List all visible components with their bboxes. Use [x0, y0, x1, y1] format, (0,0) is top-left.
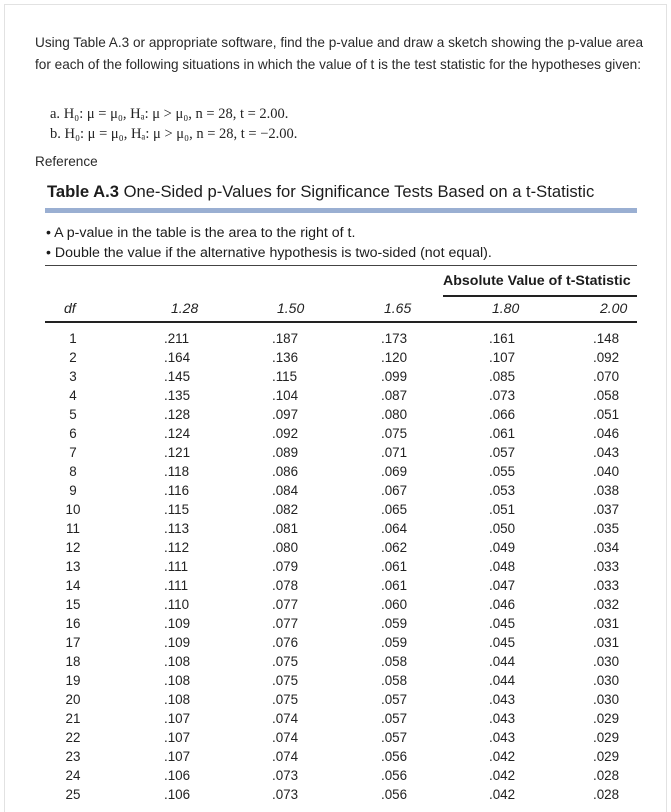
- p-value-cell: .037: [593, 502, 620, 517]
- df-cell: 20: [65, 692, 81, 707]
- df-cell: 7: [69, 445, 77, 460]
- p-value-cell: .080: [381, 407, 408, 422]
- p-value-cell: .107: [164, 730, 191, 745]
- p-value-cell: .092: [593, 350, 620, 365]
- table-row: [45, 577, 637, 596]
- p-value-cell: .033: [593, 559, 620, 574]
- p-value-cell: .211: [164, 331, 190, 346]
- column-header: 1.80: [492, 300, 520, 316]
- p-value-cell: .065: [381, 502, 408, 517]
- p-value-cell: .110: [164, 597, 190, 612]
- p-value-cell: .104: [272, 388, 299, 403]
- p-value-cell: .120: [381, 350, 408, 365]
- p-value-cell: .038: [593, 483, 620, 498]
- df-cell: 10: [65, 502, 81, 517]
- p-value-cell: .074: [272, 749, 299, 764]
- p-value-cell: .108: [164, 673, 191, 688]
- p-value-cell: .092: [272, 426, 299, 441]
- p-value-cell: .061: [489, 426, 516, 441]
- p-value-cell: .057: [381, 730, 408, 745]
- p-value-cell: .030: [593, 692, 620, 707]
- p-value-cell: .074: [272, 730, 299, 745]
- p-value-cell: .046: [593, 426, 620, 441]
- p-value-cell: .059: [381, 635, 408, 650]
- note-1: • A p-value in the table is the area to the right of t.: [46, 225, 356, 241]
- p-value-cell: .115: [272, 369, 298, 384]
- p-value-cell: .046: [489, 597, 516, 612]
- p-value-cell: .077: [272, 616, 299, 631]
- p-value-cell: .031: [593, 616, 620, 631]
- p-value-cell: .078: [272, 578, 299, 593]
- p-value-cell: .075: [272, 692, 299, 707]
- p-value-cell: .056: [381, 768, 408, 783]
- df-cell: 24: [65, 768, 81, 783]
- p-value-cell: .058: [381, 673, 408, 688]
- df-cell: 13: [65, 559, 81, 574]
- p-value-cell: .061: [381, 578, 408, 593]
- p-value-cell: .087: [381, 388, 408, 403]
- p-value-cell: .031: [593, 635, 620, 650]
- p-value-cell: .106: [164, 787, 191, 802]
- p-value-cell: .043: [489, 730, 516, 745]
- title-divider: [45, 208, 637, 213]
- p-value-cell: .108: [164, 654, 191, 669]
- p-value-cell: .112: [164, 540, 190, 555]
- df-cell: 17: [65, 635, 81, 650]
- p-value-cell: .187: [272, 331, 299, 346]
- df-cell: 16: [65, 616, 81, 631]
- p-value-cell: .047: [489, 578, 516, 593]
- p-value-cell: .045: [489, 616, 516, 631]
- p-value-cell: .085: [489, 369, 516, 384]
- p-value-cell: .044: [489, 673, 516, 688]
- p-value-cell: .042: [489, 749, 516, 764]
- table-row: [45, 596, 637, 615]
- p-value-cell: .051: [489, 502, 516, 517]
- question-text: Using Table A.3 or appropriate software, find the p-value and draw a sketch showing the p-value area for each of the following situations in which the value of t is the test statistic for the hypotheses given:: [35, 35, 644, 72]
- p-value-cell: .074: [272, 711, 299, 726]
- df-cell: 14: [65, 578, 81, 593]
- p-value-cell: .086: [272, 464, 299, 479]
- p-value-cell: .107: [164, 749, 191, 764]
- table-row: [45, 444, 637, 463]
- p-value-cell: .109: [164, 635, 191, 650]
- table-row: [45, 520, 637, 539]
- p-value-cell: .081: [272, 521, 299, 536]
- table-row: [45, 539, 637, 558]
- df-cell: 9: [69, 483, 77, 498]
- p-value-cell: .099: [381, 369, 408, 384]
- p-value-cell: .080: [272, 540, 299, 555]
- p-value-cell: .060: [381, 597, 408, 612]
- df-cell: 23: [65, 749, 81, 764]
- p-value-cell: .116: [164, 483, 190, 498]
- p-value-cell: .056: [381, 749, 408, 764]
- p-value-cell: .064: [381, 521, 408, 536]
- p-value-cell: .067: [381, 483, 408, 498]
- table-row: [45, 748, 637, 767]
- df-cell: 11: [66, 521, 80, 536]
- p-value-cell: .029: [593, 730, 620, 745]
- column-header-row: [45, 300, 637, 320]
- table-row: [45, 501, 637, 520]
- p-value-cell: .113: [164, 521, 190, 536]
- hypotheses-list: [50, 104, 297, 144]
- column-header: 1.50: [277, 300, 305, 316]
- p-value-cell: .029: [593, 711, 620, 726]
- p-value-cell: .161: [489, 331, 516, 346]
- hypothesis-b: b. H₀: μ = μ₀, Hₐ: μ > μ₀, n = 28, t = −2.00.: [50, 126, 298, 142]
- table-row: [45, 425, 637, 444]
- p-value-cell: .043: [489, 711, 516, 726]
- table-row: [45, 482, 637, 501]
- table-title: Table A.3 One-Sided p-Values for Significance Tests Based on a t-Statistic: [47, 182, 595, 201]
- p-value-cell: .115: [164, 502, 190, 517]
- df-cell: 5: [69, 407, 77, 422]
- p-value-cell: .055: [489, 464, 516, 479]
- super-header-rule: [443, 295, 637, 297]
- p-value-cell: .075: [272, 673, 299, 688]
- df-cell: 8: [69, 464, 77, 479]
- table-row: [45, 710, 637, 729]
- p-value-cell: .033: [593, 578, 620, 593]
- df-cell: 2: [69, 350, 77, 365]
- reference-label[interactable]: Reference: [35, 154, 98, 169]
- p-value-cell: .058: [593, 388, 620, 403]
- p-value-cell: .028: [593, 768, 620, 783]
- hypothesis-a: a. H₀: μ = μ₀, Hₐ: μ > μ₀, n = 28, t = 2.00.: [50, 106, 289, 122]
- p-value-cell: .043: [593, 445, 620, 460]
- df-cell: 22: [65, 730, 81, 745]
- p-value-cell: .073: [272, 768, 299, 783]
- column-header: 1.28: [171, 300, 199, 316]
- p-value-cell: .164: [164, 350, 191, 365]
- p-value-cell: .089: [272, 445, 299, 460]
- header-rule: [45, 321, 637, 323]
- p-value-cell: .136: [272, 350, 299, 365]
- p-value-cell: .044: [489, 654, 516, 669]
- df-cell: 1: [69, 331, 77, 346]
- p-value-cell: .111: [164, 559, 189, 574]
- p-value-cell: .107: [489, 350, 516, 365]
- p-value-cell: .121: [164, 445, 191, 460]
- p-value-cell: .070: [593, 369, 620, 384]
- p-value-cell: .043: [489, 692, 516, 707]
- p-value-cell: .073: [272, 787, 299, 802]
- p-value-cell: .079: [272, 559, 299, 574]
- p-value-cell: .075: [381, 426, 408, 441]
- p-value-cell: .058: [381, 654, 408, 669]
- p-value-cell: .145: [164, 369, 191, 384]
- p-value-cell: .042: [489, 787, 516, 802]
- notes-divider: [45, 265, 637, 266]
- column-super-header: Absolute Value of t-Statistic: [443, 273, 631, 289]
- table-row: [45, 634, 637, 653]
- table-row: [45, 729, 637, 748]
- df-cell: 19: [65, 673, 81, 688]
- df-cell: 12: [65, 540, 81, 555]
- p-value-cell: .135: [164, 388, 191, 403]
- table-notes: [46, 223, 492, 263]
- df-cell: 3: [69, 369, 77, 384]
- table-row: [45, 653, 637, 672]
- p-value-cell: .035: [593, 521, 620, 536]
- table-row: [45, 767, 637, 786]
- table-row: [45, 463, 637, 482]
- p-value-cell: .051: [593, 407, 620, 422]
- column-header: 1.65: [384, 300, 412, 316]
- p-value-cell: .049: [489, 540, 516, 555]
- p-value-cell: .071: [381, 445, 408, 460]
- note-2: • Double the value if the alternative hypothesis is two-sided (not equal).: [46, 245, 492, 261]
- p-value-cell: .048: [489, 559, 516, 574]
- p-value-cell: .028: [593, 787, 620, 802]
- p-value-cell: .032: [593, 597, 620, 612]
- p-value-cell: .056: [381, 787, 408, 802]
- p-value-cell: .066: [489, 407, 516, 422]
- table-row: [45, 672, 637, 691]
- p-value-cell: .108: [164, 692, 191, 707]
- p-value-cell: .059: [381, 616, 408, 631]
- p-value-cell: .045: [489, 635, 516, 650]
- p-value-cell: .109: [164, 616, 191, 631]
- table-row: [45, 368, 637, 387]
- p-value-cell: .076: [272, 635, 299, 650]
- p-value-cell: .029: [593, 749, 620, 764]
- p-value-cell: .034: [593, 540, 620, 555]
- p-value-cell: .118: [164, 464, 190, 479]
- p-value-cell: .124: [164, 426, 191, 441]
- table-body: [45, 330, 637, 805]
- p-value-cell: .073: [489, 388, 516, 403]
- p-value-cell: .173: [381, 331, 408, 346]
- table-row: [45, 349, 637, 368]
- p-value-cell: .106: [164, 768, 191, 783]
- p-value-cell: .084: [272, 483, 299, 498]
- df-cell: 15: [65, 597, 81, 612]
- table-row: [45, 387, 637, 406]
- p-value-cell: .075: [272, 654, 299, 669]
- table-row: [45, 558, 637, 577]
- p-value-cell: .057: [381, 711, 408, 726]
- table-row: [45, 786, 637, 805]
- df-cell: 4: [69, 388, 77, 403]
- p-value-cell: .069: [381, 464, 408, 479]
- p-value-cell: .040: [593, 464, 620, 479]
- table-row: [45, 406, 637, 425]
- p-value-cell: .107: [164, 711, 191, 726]
- df-cell: 18: [65, 654, 81, 669]
- p-value-cell: .082: [272, 502, 299, 517]
- p-value-cell: .030: [593, 673, 620, 688]
- p-value-cell: .097: [272, 407, 299, 422]
- p-value-cell: .057: [489, 445, 516, 460]
- p-value-cell: .077: [272, 597, 299, 612]
- column-header: df: [64, 300, 76, 316]
- p-value-cell: .030: [593, 654, 620, 669]
- p-value-cell: .148: [593, 331, 620, 346]
- table-row: [45, 330, 637, 349]
- p-value-cell: .128: [164, 407, 191, 422]
- p-value-cell: .111: [164, 578, 189, 593]
- p-value-cell: .050: [489, 521, 516, 536]
- p-value-cell: .061: [381, 559, 408, 574]
- p-value-cell: .053: [489, 483, 516, 498]
- table-row: [45, 691, 637, 710]
- p-value-cell: .057: [381, 692, 408, 707]
- df-cell: 6: [69, 426, 77, 441]
- column-header: 2.00: [600, 300, 628, 316]
- df-cell: 25: [65, 787, 81, 802]
- table-row: [45, 615, 637, 634]
- p-value-cell: .062: [381, 540, 408, 555]
- df-cell: 21: [65, 711, 81, 726]
- p-value-cell: .042: [489, 768, 516, 783]
